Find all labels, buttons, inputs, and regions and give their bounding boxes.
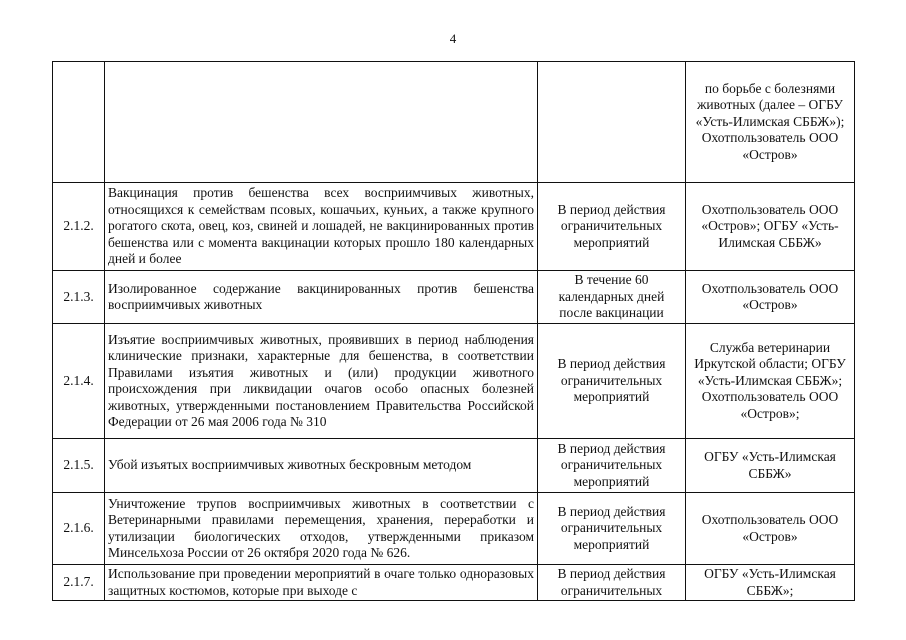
- measures-table: [52, 61, 855, 601]
- measure-term: В период действия ограничительных мероприятий: [538, 493, 686, 565]
- responsible-party: ОГБУ «Усть-Илимская СББЖ»: [686, 439, 855, 493]
- measure-term: [538, 62, 686, 183]
- measure-term: В период действия ограничительных мероприятий: [538, 324, 686, 439]
- measure-description: Изолированное содержание вакцинированных против бешенства восприимчивых животных: [105, 271, 538, 324]
- responsible-party: Охотпользователь ООО «Остров»; ОГБУ «Усть-Илимская СББЖ»: [686, 183, 855, 271]
- measure-term: В течение 60 календарных дней после вакцинации: [538, 271, 686, 324]
- table-row: [53, 271, 855, 324]
- responsible-party: Охотпользователь ООО «Остров»: [686, 271, 855, 324]
- table-row: [53, 565, 855, 601]
- measure-description: Использование при проведении мероприятий в очаге только одноразовых защитных костюмов, которые при выходе с: [105, 565, 538, 601]
- table-row: [53, 439, 855, 493]
- responsible-party: ОГБУ «Усть-Илимская СББЖ»;: [686, 565, 855, 601]
- measure-term: В период действия ограничительных мероприятий: [538, 439, 686, 493]
- table-row: [53, 62, 855, 183]
- row-number: 2.1.4.: [53, 324, 105, 439]
- measure-description: Изъятие восприимчивых животных, проявивших в период наблюдения клинические признаки, характерные для бешенства, в соответствии Правилами изъятия животных и (или) продукции животного происхождения при ликвидации очагов особо опасных болезней животных, утвержденными постановлением Правительства Российской Федерации от 26 мая 2006 года № 310: [105, 324, 538, 439]
- row-number: 2.1.7.: [53, 565, 105, 601]
- row-number: [53, 62, 105, 183]
- row-number: 2.1.2.: [53, 183, 105, 271]
- responsible-party: Охотпользователь ООО «Остров»: [686, 493, 855, 565]
- row-number: 2.1.5.: [53, 439, 105, 493]
- measure-term: В период действия ограничительных мероприятий: [538, 183, 686, 271]
- row-number: 2.1.6.: [53, 493, 105, 565]
- measure-description: Убой изъятых восприимчивых животных бескровным методом: [105, 439, 538, 493]
- measure-term: В период действия ограничительных: [538, 565, 686, 601]
- table-row: [53, 493, 855, 565]
- table-row: [53, 183, 855, 271]
- measure-description: Уничтожение трупов восприимчивых животных в соответствии с Ветеринарными правилами перемещения, хранения, переработки и утилизации биологических отходов, утвержденными приказом Минсельхоза России от 26 октября 2020 года № 626.: [105, 493, 538, 565]
- table-row: [53, 324, 855, 439]
- row-number: 2.1.3.: [53, 271, 105, 324]
- responsible-party: по борьбе с болезнями животных (далее – ОГБУ «Усть-Илимская СББЖ»); Охотпользователь ООО «Остров»: [686, 62, 855, 183]
- page-number: 4: [449, 31, 457, 46]
- responsible-party: Служба ветеринарии Иркутской области; ОГБУ «Усть-Илимская СББЖ»; Охотпользователь ООО «Остров»;: [686, 324, 855, 439]
- measure-description: Вакцинация против бешенства всех восприимчивых животных, относящихся к семействам псовых, кошачьих, куньих, а также крупного рогатого скота, овец, коз, свиней и лошадей, не вакцинированных против бешенства или с момента вакцинации которых прошло 180 календарных дней и более: [105, 183, 538, 271]
- measure-description: [105, 62, 538, 183]
